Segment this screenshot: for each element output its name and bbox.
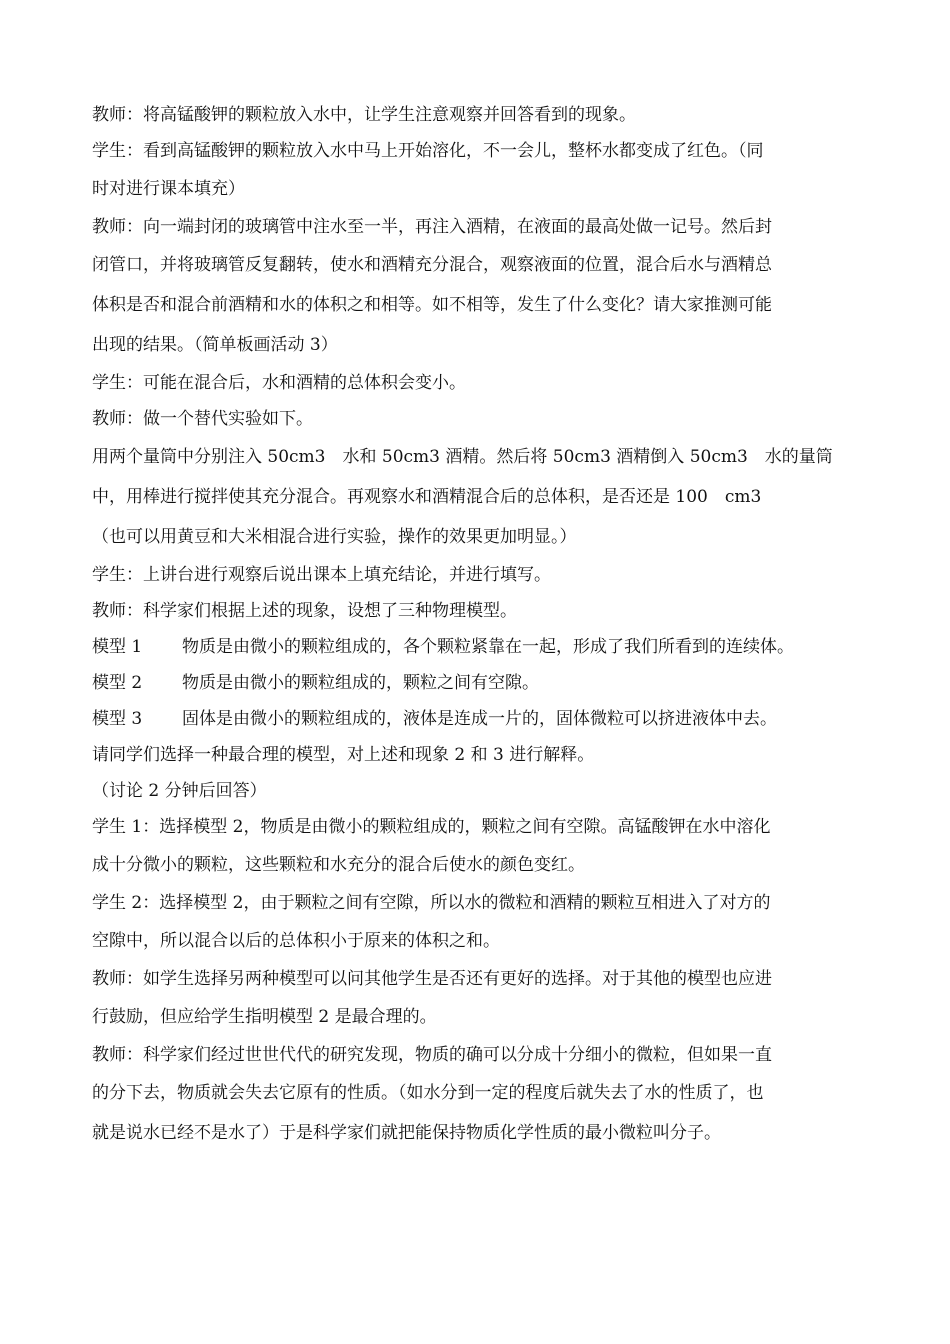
paragraph-line: 教师：科学家们经过世世代代的研究发现，物质的确可以分成十分细小的微粒，但如果一直 (92, 1045, 772, 1065)
paragraph-line: 学生 1：选择模型 2，物质是由微小的颗粒组成的，颗粒之间有空隙。高锰酸钾在水中溶化 (92, 817, 771, 837)
model-label: 模型 3 (92, 709, 143, 729)
model-description: 固体是由微小的颗粒组成的，液体是连成一片的，固体微粒可以挤进液体中去。 (182, 709, 777, 729)
model-label: 模型 2 (92, 673, 143, 693)
paragraph-line: 时对进行课本填充） (92, 179, 245, 199)
paragraph-line: 行鼓励，但应给学生指明模型 2 是最合理的。 (92, 1007, 437, 1027)
paragraph-line: 教师：科学家们根据上述的现象，设想了三种物理模型。 (92, 601, 517, 621)
paragraph-line: 闭管口，并将玻璃管反复翻转，使水和酒精充分混合，观察液面的位置，混合后水与酒精总 (92, 255, 772, 275)
paragraph-line: 学生：上讲台进行观察后说出课本上填充结论，并进行填写。 (92, 565, 551, 585)
paragraph-line: 中，用棒进行搅拌使其充分混合。再观察水和酒精混合后的总体积，是否还是 100 cm3 (92, 487, 762, 507)
paragraph-line: 教师：如学生选择另两种模型可以问其他学生是否还有更好的选择。对于其他的模型也应进 (92, 969, 772, 989)
model-1-row (92, 629, 862, 665)
model-description: 物质是由微小的颗粒组成的，各个颗粒紧靠在一起，形成了我们所看到的连续体。 (182, 637, 794, 657)
document-body (92, 97, 862, 1153)
paragraph-line: 空隙中，所以混合以后的总体积小于原来的体积之和。 (92, 931, 500, 951)
paragraph-line: 教师：做一个替代实验如下。 (92, 409, 313, 429)
paragraph-line: 就是说水已经不是水了）于是科学家们就把能保持物质化学性质的最小微粒叫分子。 (92, 1123, 721, 1143)
paragraph-line: 成十分微小的颗粒，这些颗粒和水充分的混合后使水的颜色变红。 (92, 855, 585, 875)
model-3-row (92, 701, 862, 737)
paragraph-line: 学生：看到高锰酸钾的颗粒放入水中马上开始溶化，不一会儿，整杯水都变成了红色。（同 (92, 141, 764, 161)
paragraph-line: （也可以用黄豆和大米相混合进行实验，操作的效果更加明显。） (92, 527, 577, 547)
model-label: 模型 1 (92, 637, 143, 657)
paragraph-line: 的分下去，物质就会失去它原有的性质。（如水分到一定的程度后就失去了水的性质了，也 (92, 1083, 764, 1103)
paragraph-line: （讨论 2 分钟后回答） (92, 781, 267, 801)
paragraph-line: 体积是否和混合前酒精和水的体积之和相等。如不相等，发生了什么变化？请大家推测可能 (92, 295, 772, 315)
paragraph-line: 出现的结果。（简单板画活动 3） (92, 335, 338, 355)
paragraph-line: 请同学们选择一种最合理的模型，对上述和现象 2 和 3 进行解释。 (92, 745, 595, 765)
paragraph-line: 学生 2：选择模型 2，由于颗粒之间有空隙，所以水的微粒和酒精的颗粒互相进入了对方的 (92, 893, 771, 913)
model-description: 物质是由微小的颗粒组成的，颗粒之间有空隙。 (182, 673, 539, 693)
paragraph-line: 用两个量筒中分别注入 50cm3 水和 50cm3 酒精。然后将 50cm3 酒精倒入 50cm3 水的量筒 (92, 447, 833, 467)
paragraph-line: 教师：将高锰酸钾的颗粒放入水中，让学生注意观察并回答看到的现象。 (92, 105, 636, 125)
model-2-row (92, 665, 862, 701)
paragraph-line: 学生：可能在混合后，水和酒精的总体积会变小。 (92, 373, 466, 393)
paragraph-line: 教师：向一端封闭的玻璃管中注水至一半，再注入酒精，在液面的最高处做一记号。然后封 (92, 217, 772, 237)
